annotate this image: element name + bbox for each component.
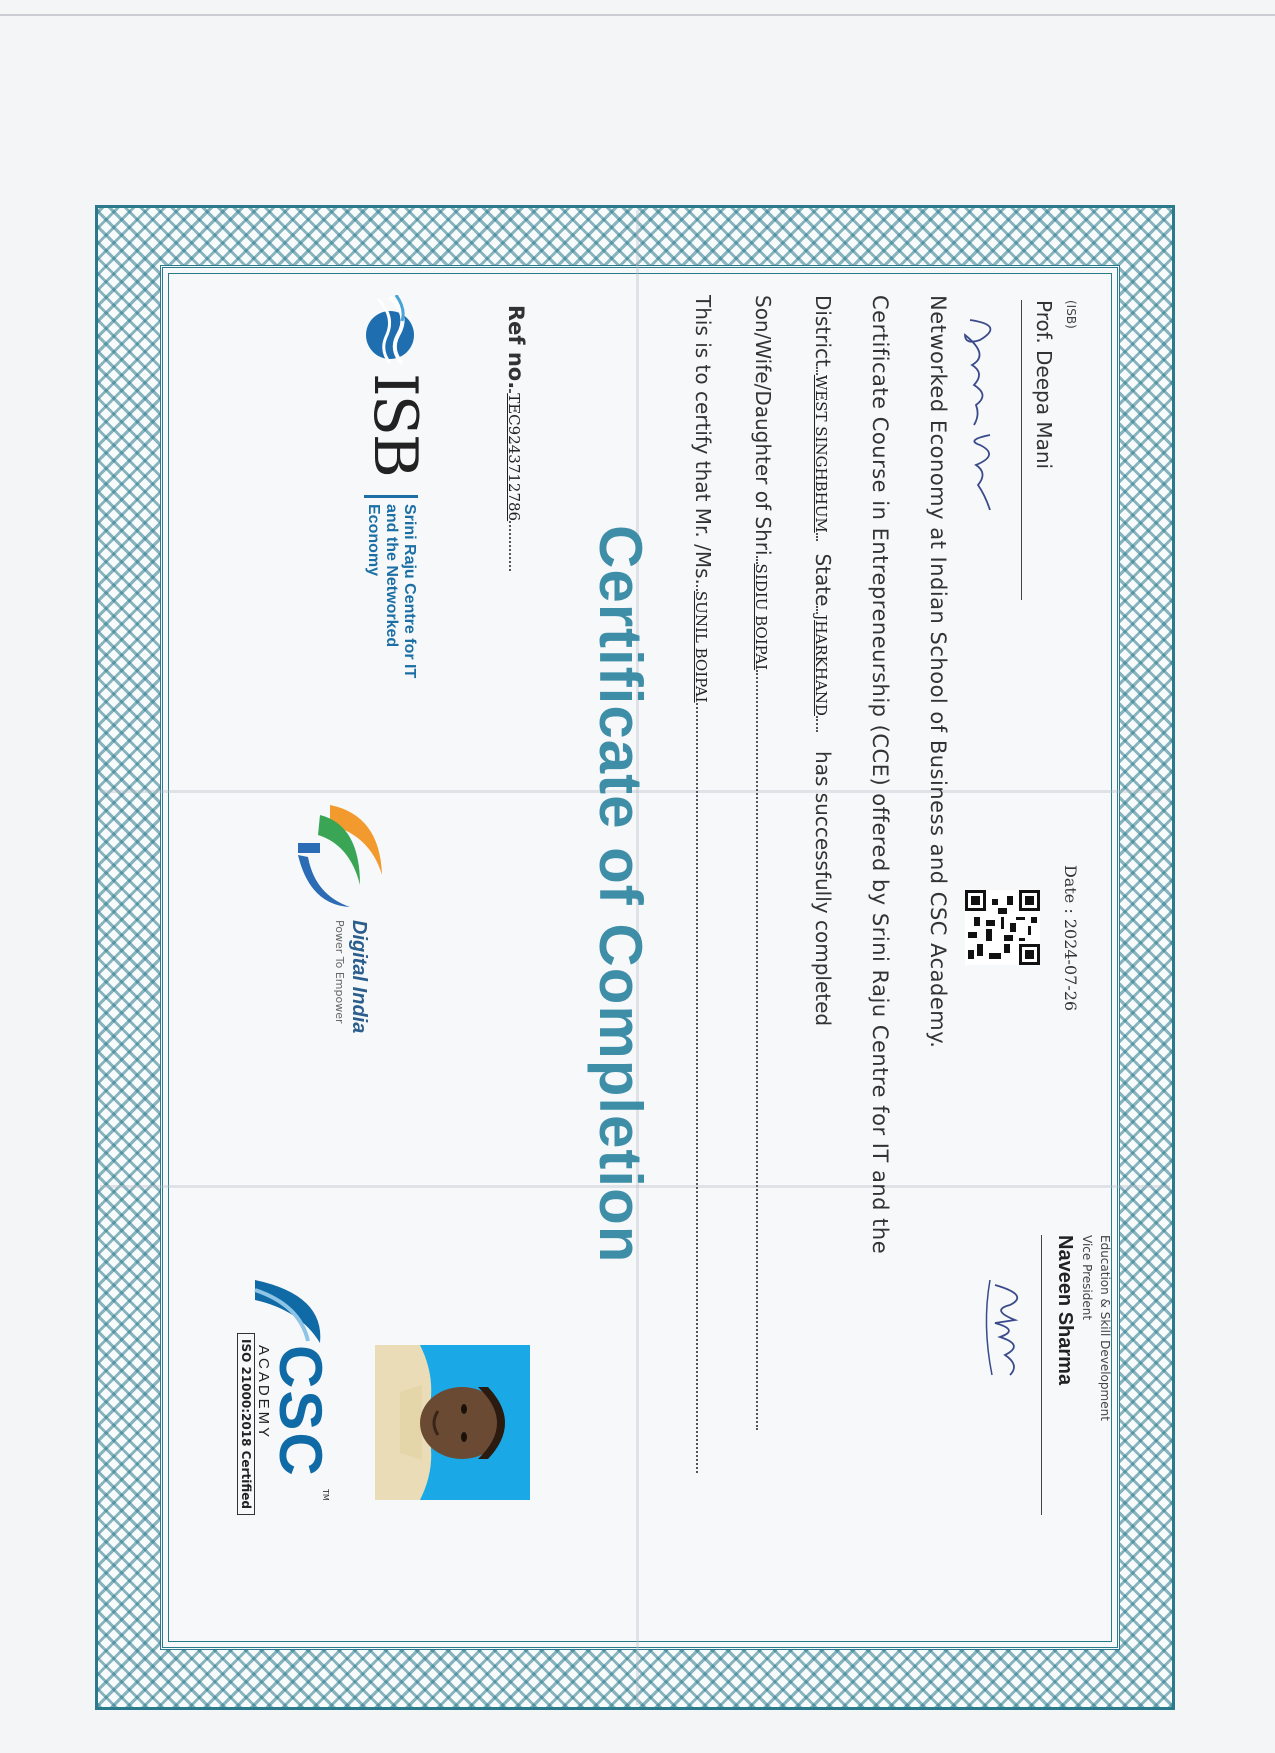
- reference-number: [504, 305, 528, 571]
- person-photo-icon: [375, 1345, 530, 1500]
- recipient-photo: [375, 1345, 530, 1500]
- parent-line: [751, 295, 775, 1430]
- certificate-content: [170, 275, 1110, 1640]
- isb-globe-icon: [360, 295, 420, 365]
- signatory-left-org: (ISB): [1064, 300, 1078, 329]
- completion-text: has successfully completed: [811, 751, 835, 1027]
- csc-arch-icon: [250, 1275, 330, 1345]
- signature-line-left: [1021, 300, 1022, 600]
- parent-name: SIDIU BOIPAI: [752, 563, 770, 671]
- signatory-right-dept: Education & Skill Development: [1098, 1235, 1112, 1421]
- ref-value: TEC9243712786: [505, 393, 523, 522]
- institution-line: Networked Economy at Indian School of Business and CSC Academy.: [926, 295, 950, 1049]
- district-value: WEST SINGHBHUM: [812, 374, 830, 533]
- signatory-right-name: Naveen Sharma: [1054, 1235, 1076, 1386]
- digital-india-title: Digital India: [348, 920, 370, 1034]
- certificate-title: Certificate of Completion: [587, 525, 654, 1264]
- signature-line-right: [1041, 1235, 1042, 1515]
- issue-date: Date : 2024-07-26: [1061, 865, 1080, 1012]
- isb-subtitle-line1: Srini Raju Centre for IT: [401, 504, 418, 679]
- csc-academy-label: ACADEMY: [255, 1345, 272, 1441]
- location-line: [811, 295, 835, 1026]
- signature-deepa-mani: [950, 315, 1010, 515]
- parent-prefix: Son/Wife/Daughter of Shri: [751, 295, 775, 556]
- csc-wordmark: CSC: [267, 1345, 334, 1478]
- state-label: State: [811, 553, 835, 607]
- signature-naveen-sharma: [980, 1275, 1040, 1385]
- isb-wordmark: ISB: [360, 373, 430, 476]
- ref-label: Ref no.: [504, 305, 528, 390]
- signatory-right-role: Vice President: [1080, 1235, 1094, 1321]
- digital-india-logo: [286, 795, 390, 1034]
- recipient-name: SUNIL BOIPAI: [692, 590, 710, 703]
- district-label: District: [811, 295, 835, 367]
- signatory-left-name: Prof. Deepa Mani: [1032, 300, 1056, 470]
- digital-india-swirl-icon: [290, 795, 390, 915]
- certify-line: [691, 295, 715, 1473]
- isb-subtitle: [364, 495, 418, 714]
- qr-code-icon: [965, 890, 1040, 965]
- certify-prefix: This is to certify that Mr. /Ms.: [691, 295, 715, 585]
- digital-india-tagline: Power To Empower: [333, 920, 346, 1024]
- isb-subtitle-line2: and the Networked Economy: [365, 504, 400, 648]
- scan-edge: [0, 14, 1275, 16]
- state-value: JHARKHAND: [812, 614, 830, 716]
- csc-trademark: TM: [321, 1489, 330, 1501]
- csc-academy-logo: [239, 1275, 334, 1509]
- course-line: Certificate Course in Entrepreneurship (CCE) offered by Srini Raju Centre for IT and the: [868, 295, 892, 1255]
- csc-iso-badge: ISO 21000:2018 Certified: [237, 1333, 255, 1515]
